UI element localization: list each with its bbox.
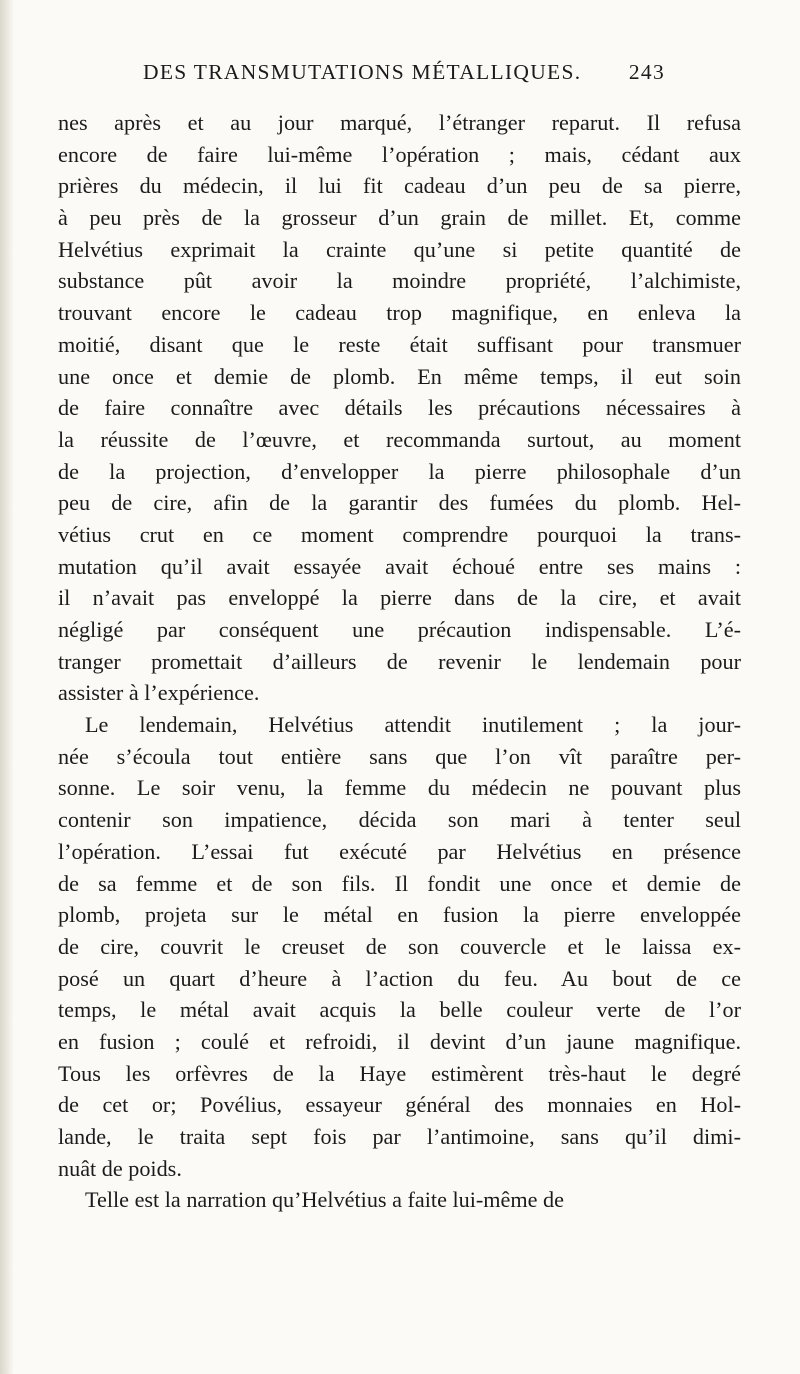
page-number: 243: [628, 60, 665, 84]
text-line: Helvétius exprimait la crainte qu’une si petite quantité de: [58, 236, 741, 262]
text-line: à peu près de la grosseur d’un grain de millet. Et, comme: [58, 205, 741, 231]
text-line: Tous les orfèvres de la Haye estimèrent très-haut le degré: [58, 1060, 741, 1086]
running-head: [143, 60, 665, 94]
text-line: en fusion ; coulé et refroidi, il devint d’un jaune magnifique.: [58, 1028, 741, 1054]
text-line: encore de faire lui-même l’opération ; mais, cédant aux: [58, 141, 741, 167]
running-head-title: DES TRANSMUTATIONS MÉTALLIQUES.: [143, 60, 582, 84]
text-line: de cire, couvrit le creuset de son couvercle et le laissa ex-: [58, 933, 741, 959]
text-line: moitié, disant que le reste était suffisant pour transmuer: [58, 331, 741, 357]
text-line: nuât de poids.: [58, 1155, 182, 1181]
text-line: mutation qu’il avait essayée avait échoué entre ses mains :: [58, 553, 741, 579]
text-line: contenir son impatience, décida son mari à tenter seul: [58, 807, 741, 833]
text-line: la réussite de l’œuvre, et recommanda surtout, au moment: [58, 426, 741, 452]
text-line: prières du médecin, il lui fit cadeau d’un peu de sa pierre,: [58, 173, 741, 199]
text-line: trouvant encore le cadeau trop magnifique, en enleva la: [58, 300, 741, 326]
text-line: une once et demie de plomb. En même temps, il eut soin: [58, 363, 741, 389]
page-gutter-shadow: [0, 0, 14, 1374]
text-line: née s’écoula tout entière sans que l’on vît paraître per-: [58, 743, 741, 769]
text-line: temps, le métal avait acquis la belle couleur verte de l’or: [58, 997, 741, 1023]
text-line: tranger promettait d’ailleurs de revenir le lendemain pour: [58, 648, 741, 674]
text-line: lande, le traita sept fois par l’antimoine, sans qu’il dimi-: [58, 1124, 741, 1149]
text-line: de la projection, d’envelopper la pierre philosophale d’un: [58, 458, 741, 484]
text-line: posé un quart d’heure à l’action du feu. Au bout de ce: [58, 965, 741, 991]
body-text: [58, 107, 741, 1216]
text-line: Telle est la narration qu’Helvétius a faite lui-même de: [85, 1187, 564, 1213]
text-line: vétius crut en ce moment comprendre pourquoi la trans-: [58, 521, 741, 547]
text-line: il n’avait pas enveloppé la pierre dans de la cire, et avait: [58, 585, 741, 611]
text-line: substance pût avoir la moindre propriété, l’alchimiste,: [58, 268, 741, 294]
text-line: nes après et au jour marqué, l’étranger reparut. Il refusa: [58, 110, 741, 135]
text-line: de cet or; Povélius, essayeur général des monnaies en Hol-: [58, 1092, 741, 1118]
text-line: de faire connaître avec détails les précautions nécessaires à: [58, 395, 741, 421]
text-line: plomb, projeta sur le métal en fusion la pierre enveloppée: [58, 902, 741, 928]
text-line: l’opération. L’essai fut exécuté par Helvétius en présence: [58, 838, 741, 864]
text-line: négligé par conséquent une précaution indispensable. L’é-: [58, 617, 741, 642]
text-line: peu de cire, afin de la garantir des fumées du plomb. Hel-: [58, 490, 741, 516]
text-line: sonne. Le soir venu, la femme du médecin ne pouvant plus: [58, 775, 741, 801]
text-line: Le lendemain, Helvétius attendit inutilement ; la jour-: [85, 712, 741, 738]
text-line: de sa femme et de son fils. Il fondit une once et demie de: [58, 870, 741, 896]
text-line: assister à l’expérience.: [58, 680, 260, 706]
